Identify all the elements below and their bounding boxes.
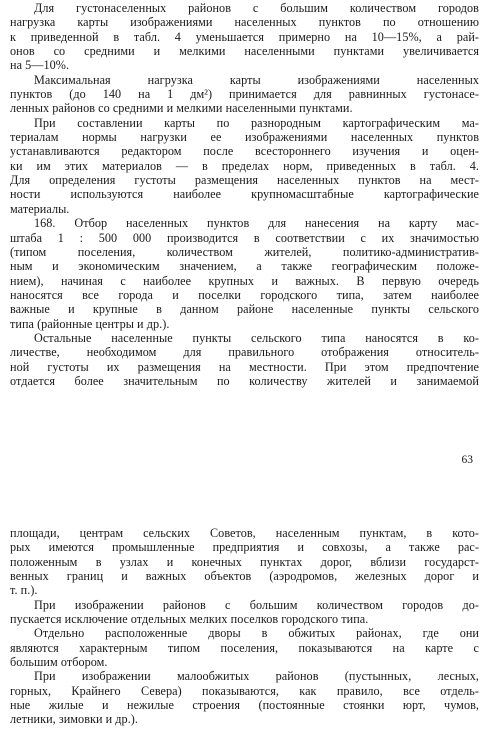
text-line: к приведенной в табл. 4 уменьшается примерно на 10—15%, а рай-: [10, 29, 479, 44]
text-line: Максимальная нагрузка карты изображениями населенных: [34, 72, 479, 87]
text-line: (типом поселения, количеством жителей, политико-административ-: [10, 244, 479, 259]
text-line: 168. Отбор населенных пунктов для нанесения на карту мас-: [34, 216, 479, 231]
text-line: онов со средними и мелкими населенными пунктами увеличивается: [10, 44, 479, 59]
page-63-text: [10, 1, 479, 388]
text-line: устанавливаются редактором после всестороннего изучения и оцен-: [10, 144, 479, 159]
text-line: Остальные населенные пункты сельского типа наносятся в ко-: [34, 330, 479, 345]
page-number: 63: [461, 454, 473, 466]
text-line: ленных районов со средними и мелкими населенными пунктами.: [10, 101, 353, 116]
text-line: нагрузка карты изображениями населенных пунктов по отношению: [10, 15, 479, 30]
text-line: материалы.: [10, 201, 70, 216]
text-line: являются характерным типом поселения, показываются на карте с: [10, 640, 479, 655]
text-line: При изображении районов с большим количеством городов до-: [34, 597, 479, 612]
text-line: т. п.).: [10, 583, 38, 598]
page-separator: [0, 482, 491, 520]
text-line: отдается более значительным по количеству жителей и занимаемой: [10, 373, 479, 388]
text-line: венных границ и важных объектов (аэродромов, железных дорог и: [10, 569, 479, 584]
text-line: наносятся все города и поселки городского типа, затем наиболее: [10, 287, 479, 302]
text-line: При изображении малообжитых районов (пустынных, лесных,: [34, 669, 479, 684]
text-line: пускается исключение отдельных мелких поселков городского типа.: [10, 612, 369, 627]
text-line: ки им этих материалов — в пределах норм, приведенных в табл. 4.: [10, 158, 479, 173]
text-line: Для густонаселенных районов с большим количеством городов: [34, 1, 479, 15]
text-line: ным и экономическим значением, а также географическим положе-: [10, 259, 479, 274]
text-line: штаба 1 : 500 000 производится в соответствии с их значимостью: [10, 230, 479, 245]
text-line: личестве, необходимом для правильного отображения относитель-: [10, 345, 479, 360]
text-line: териалам нормы нагрузки ее изображениями населенных пунктов: [10, 130, 479, 145]
text-line: нием), начиная с наиболее крупных и важных. В первую очередь: [10, 273, 479, 288]
page-64: [0, 520, 491, 746]
text-line: большим отбором.: [10, 655, 108, 670]
text-line: Отдельно расположенные дворы в обжитых районах, где они: [34, 626, 479, 641]
text-line: положенным в узлах и конечных пунктах дорог, вблизи государст-: [10, 554, 479, 569]
text-line: важные и крупные в данном районе населенные пункты сельского: [10, 302, 479, 317]
text-line: летники, зимовки и др.).: [10, 712, 139, 727]
text-line: ности используются наиболее крупномасштабные картографические: [10, 187, 479, 202]
text-line: ной густоты их размещения на местности. При этом предпочтение: [10, 359, 479, 374]
text-line: пунктов (до 140 на 1 дм²) принимается для равнинных густонасе-: [10, 87, 479, 102]
text-line: ные жилые и нежилые строения (постоянные стоянки юрт, чумов,: [10, 698, 479, 713]
text-line: Для определения густоты размещения населенных пунктов на мест-: [10, 173, 479, 188]
text-line: типа (районные центры и др.).: [10, 316, 170, 331]
text-line: на 5—10%.: [10, 58, 70, 73]
text-line: При составлении карты по разнородным картографическим ма-: [34, 115, 479, 130]
text-line: рых имеются промышленные предприятия и совхозы, а также рас-: [10, 540, 479, 555]
page-64-text: [10, 526, 479, 727]
text-line: площади, центрам сельских Советов, населенным пунктам, в кото-: [10, 526, 479, 540]
text-line: горных, Крайнего Севера) показываются, как правило, все отдель-: [10, 683, 479, 698]
